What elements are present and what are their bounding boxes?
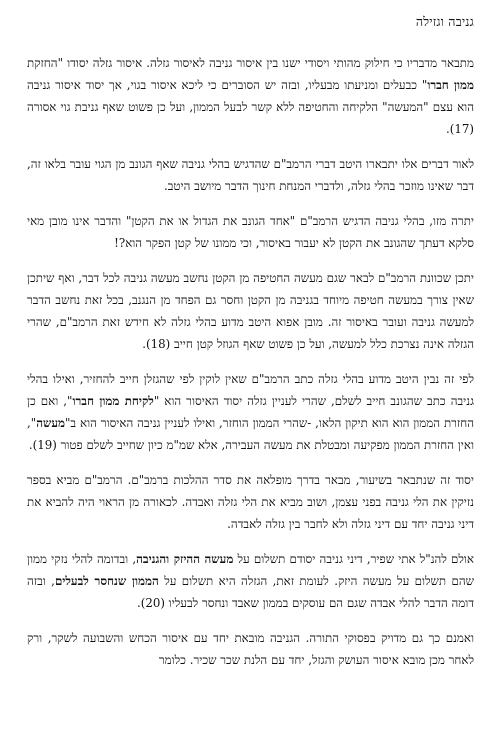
text-span: , ובזה דומה הדבר להלי אבדה שגם הם עוסקים בממון שאבד ונחסר לבעליו (20). bbox=[27, 574, 474, 610]
text-span: לפי זה נבין היטב מדוע בהלי גזלה כתב הרמב"ם שאין לוקין לפי שהגזלן חייב להחזיר, ואילו בהלי גניבה כתב שהגונב חייב לשלם, שהרי לעניין גזלה יסוד האיסור הוא " bbox=[27, 372, 474, 408]
text-span: יתרה מזו, בהלי גניבה הדגיש הרמב"ם "אחד הגונב את הגדול או את הקטן" והדבר אינו מובן מאי סלקא דעתך שהגונב את הקטן לא יעבור באיסור, וכי ממונו של קטן הפקר הוא?! bbox=[27, 214, 474, 250]
bold-text-span: מעשה ההיזק והגניבה bbox=[136, 552, 234, 566]
document-body bbox=[27, 52, 474, 684]
bold-text-span: מעשה bbox=[36, 416, 65, 430]
text-span: , ובדומה להלי נזקי ממון שהם תשלום על מעשה היזק. לעומת זאת, הגזלה היא תשלום על bbox=[27, 552, 474, 588]
text-span: ואמנם כך גם מדויק בפסוקי התורה. הגניבה מובאת יחד עם איסור הכחש והשבועה לשקר, ורק לאחר מכן מובא איסור העושק והגזל, יחד עם הלנת שכר שכיר. כלומר bbox=[27, 631, 474, 667]
text-span: ", ואם כן החזרת הממון הוא הוא תיקון הלאו, -שהרי הממון הוחזר, ואילו לעניין גניבה האיסור הוא ב" bbox=[27, 394, 474, 430]
bold-text-span: ממון חברו bbox=[427, 78, 474, 92]
text-span: ", ואין החזרת הממון מפקיעה ומבטלת את מעשה העבירה, אלא שמ"מ כיון שחייב לשלם פטור (19). bbox=[27, 416, 474, 452]
body-paragraph bbox=[27, 469, 474, 535]
text-span: יתכן שכוונת הרמב"ם לבאר שגם מעשה החטיפה מן הקטן נחשב מעשה גניבה לכל דבר, ואף שיתכן שאין צורך במעשה חטיפה מיוחד בגניבה מן הקטן וחסר גם הפחד מן הנגנב, בכל זאת נחשב הדבר למעשה גניבה ועובר באיסור זה. מובן אפוא היטב מדוע בהלי גזלה לא חידש זאת הרמב"ם, שהרי הגזלה אינה נצרכת כלל למעשה, ועל כן פשוט שאף הגוזל קטן חייב (18). bbox=[27, 271, 474, 351]
bold-text-span: לקיחת ממון חברו bbox=[72, 394, 154, 408]
text-span: לאור דברים אלו יתבארו היטב דברי הרמב"ם שהדגיש בהלי גניבה שאף הגונב מן הגוי עובר בלאו זה, דבר שאינו מוזכר בהלי גזלה, ולדברי המנחת חינוך הדבר מיושב היטב. bbox=[27, 157, 474, 193]
body-paragraph bbox=[27, 210, 474, 254]
bold-text-span: הממון שנחסר לבעלים bbox=[54, 574, 159, 588]
body-paragraph bbox=[27, 627, 474, 671]
body-paragraph bbox=[27, 52, 474, 140]
body-paragraph bbox=[27, 153, 474, 197]
text-span: אולם להנ"ל אתי שפיר, דיני גניבה יסודם תשלום על bbox=[233, 552, 475, 566]
text-span: מתבאר מדבריו כי חילוק מהותי ויסודי ישנו בין איסור גניבה לאיסור גזלה. איסור גזלה יסודו "החזקת bbox=[27, 56, 474, 70]
page-header-title: גניבה וגזילה bbox=[415, 14, 474, 29]
text-span: יסוד זה שנתבאר בשיעור, מבאר בדרך מופלאה את סדר ההלכות ברמב"ם. הרמב"ם מביא בספר נזיקין את הלי גניבה בפני עצמן, ושוב מביא את הלי גזלה ואבדה. לכאורה מן הראוי היה להביא את דיני גניבה יחד עם דיני גזלה ולא לחבר בין גזלה לאבדה. bbox=[27, 473, 474, 531]
body-paragraph bbox=[27, 267, 474, 355]
text-span: " כבעלים ומניעתו מבעליו, ובזה יש הסוברים כי ליכא איסור בגוי, אך יסוד איסור גניבה הוא עצם "המעשה" הלקיחה והחטיפה ללא קשר לבעל הממון, ועל כן פשוט שאף גניבת גוי אסורה (17). bbox=[27, 78, 474, 136]
body-paragraph bbox=[27, 548, 474, 614]
body-paragraph bbox=[27, 368, 474, 456]
